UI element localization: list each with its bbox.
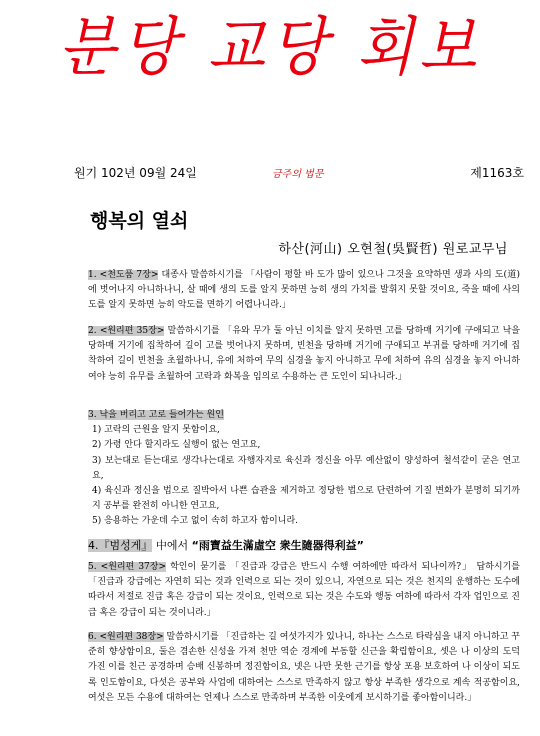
article-author: 하산(河山) 오현철(吳賢哲) 원로교무님 xyxy=(278,242,508,257)
section-1-text: 대종사 말씀하시기를 「사람이 평할 바 도가 많이 있으나 그것을 요약하면 생과 사의 도(道)에 벗어나지 아니하나니, 살 때에 생의 도를 알지 못하면 능히 생의 가치를 발휘지 못할 것이요, 죽을 때에 사의 도를 알지 못하면 능히 악도를 면하기 어렵나니라.」 xyxy=(88,270,520,311)
list-item: 3) 보는대로 듣는대로 생각나는대로 자행자지로 육신과 정신을 아무 예산없이 양성하여 철석같이 굳은 연고요, xyxy=(92,455,520,481)
section-3 xyxy=(88,408,520,530)
list-item: 4) 육신과 정신을 법으로 질박아서 나쁜 습관을 제거하고 정당한 법으로 단련하여 기질 변화가 분명히 되기까지 공부를 완전히 아니한 연고요, xyxy=(92,486,520,512)
issue-date: 원기 102년 09월 24일 xyxy=(74,166,197,180)
section-6 xyxy=(88,630,520,706)
section-2-label: 2. <원리편 35장> xyxy=(88,326,165,336)
section-6-text: 말씀하시기를 「진급하는 길 여섯가지가 있나니, 하나는 스스로 타락심을 내지 아니하고 꾸준히 향상함이요, 둘은 겸손한 신성을 가져 천만 역순 경계에 부동할 신근을 확립함이요, 셋은 나 이상의 도덕 가진 이를 친근 공경하며 승배 신봉하며 정진함이요, 넷은 나만 못한 근기를 항상 포용 보호하여 나 이상이 되도록 인도함이요, 다섯은 공부와 사업에 대하여는 스스로 만족하지 않고 항상 부족한 생각으로 계속 적공함이요, 여섯은 모든 수용에 대하여는 언제나 스스로 만족하며 부족한 이웃에게 보시하기를 좋아함이니라.」 xyxy=(88,632,520,703)
section-3-heading: 3. 낙을 버리고 고로 들어가는 원인 xyxy=(88,410,224,420)
section-5 xyxy=(88,560,520,621)
list-item: 5) 응용하는 가운데 수고 없이 속히 하고자 함이니라. xyxy=(92,516,299,527)
article-title: 행복의 열쇠 xyxy=(90,210,189,232)
list-item: 1) 고락의 근원을 알지 못함이요, xyxy=(92,425,220,436)
newsletter-masthead: 분당 교당 회보 xyxy=(58,11,482,85)
section-4-middle: 中에서 xyxy=(152,539,192,552)
section-1 xyxy=(88,268,520,314)
section-5-label: 5. <원리편 37장> xyxy=(88,562,167,572)
section-2-text: 말씀하시기를 「유와 무가 둘 아닌 이치를 알지 못하면 고를 당하매 거기에 구애되고 낙을 당하매 거기에 집착하여 길이 고를 벗어나지 못하며, 빈천을 당하매 거기에 구애되고 부귀를 당하매 거기에 집착하여 길이 빈천을 초월하나니, 유에 처하여 무의 심경을 놓지 아니하고 무에 처하여 유의 심경을 놓지 아니하여야 능히 유무를 초월하여 고락과 화복을 임의로 수용하는 큰 도인이 되나니라.」 xyxy=(88,326,520,382)
section-2 xyxy=(88,324,520,385)
list-item: 2) 가령 안다 할지라도 실행이 없는 연고요, xyxy=(92,440,261,451)
sermon-label: 금주의 법문 xyxy=(272,169,324,180)
section-1-label: 1. <천도품 7장> xyxy=(88,270,159,280)
section-4-label: 4.『범성게』 xyxy=(88,539,153,552)
section-4-quote: “雨寶益生滿虛空 衆生隨器得利益” xyxy=(191,539,364,552)
issue-info-line xyxy=(74,164,524,182)
section-6-label: 6. <원리편 38장> xyxy=(88,632,164,642)
section-5-text: 학인이 묻기를 「진급과 강급은 반드시 수행 여하에만 따라서 되나이까?」 답하시기를 「진급과 강급에는 자연히 되는 것과 인력으로 되는 것이 있으니, 자연으로 되는 것은 천지의 운행하는 도수에 따라서 저절로 진급 혹은 강급이 되는 것이요, 인력으로 되는 것은 수도와 행동 여하에 따라서 각자 업인으로 진급 혹은 강급이 되는 것이니라.」 xyxy=(88,562,520,618)
section-4 xyxy=(88,538,520,553)
issue-number: 제1163호 xyxy=(470,166,524,180)
